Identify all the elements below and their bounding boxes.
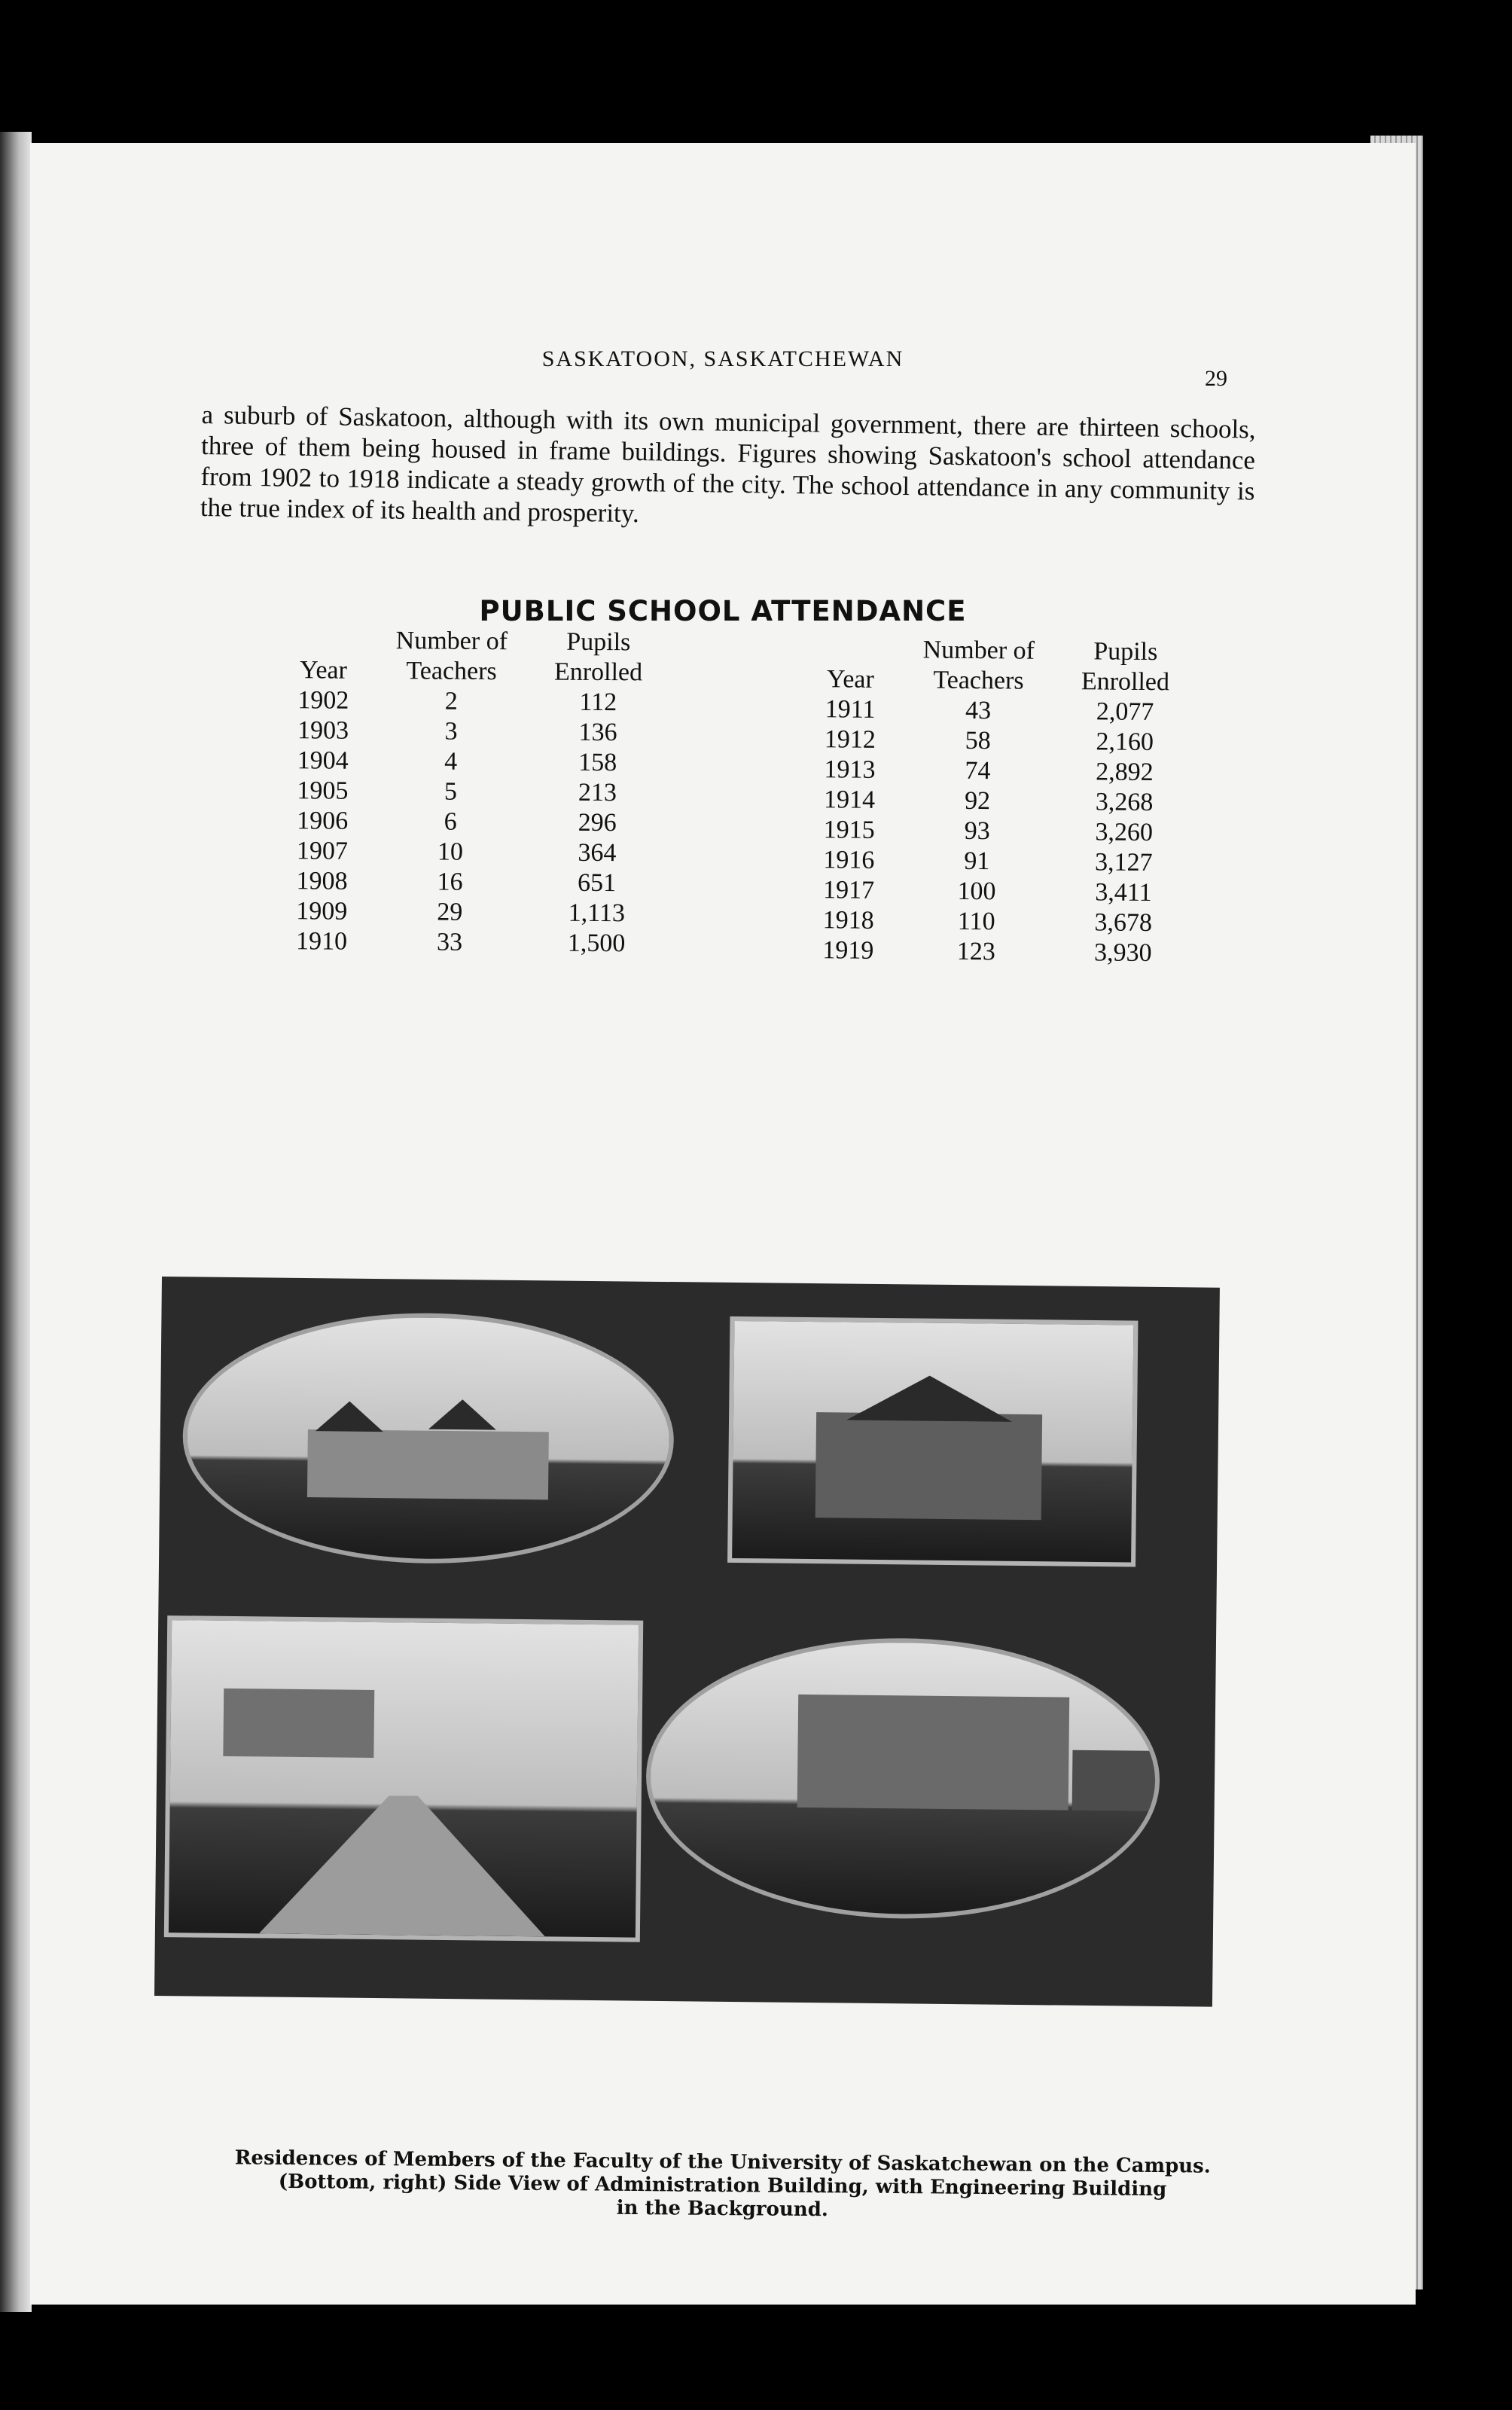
attendance-table-title: PUBLIC SCHOOL ATTENDANCE (479, 595, 967, 627)
house-roof (846, 1375, 1013, 1422)
cell-teachers: 93 (964, 816, 990, 846)
table-row (800, 905, 1191, 939)
cell-teachers: 123 (956, 937, 995, 966)
table-row (274, 715, 666, 749)
cell-year: 1904 (297, 746, 349, 775)
cell-year: 1917 (822, 876, 875, 905)
table-row (273, 806, 665, 839)
cell-year: 1905 (297, 776, 349, 805)
cell-pupils: 2,892 (1096, 758, 1154, 787)
cell-teachers: 5 (444, 777, 458, 806)
cell-teachers: 2 (444, 687, 458, 715)
cell-teachers: 33 (436, 928, 463, 956)
cell-teachers: 91 (964, 847, 990, 876)
table-row (800, 815, 1192, 849)
cell-year: 1913 (824, 755, 876, 784)
photo-plate (154, 1277, 1220, 2007)
table-row (800, 845, 1191, 879)
photo-administration-building (645, 1636, 1161, 1921)
house-shape (815, 1412, 1042, 1520)
cell-teachers: 6 (444, 807, 457, 836)
cell-teachers: 100 (957, 877, 996, 906)
cell-teachers: 16 (437, 868, 463, 896)
header-teachers (372, 626, 531, 687)
header-teachers-line2: Teachers (406, 657, 497, 686)
cell-teachers: 110 (957, 907, 995, 936)
table-row (273, 866, 664, 899)
caption-line-1: Residences of Members of the Faculty of the University of Saskatchewan on the Campus. (234, 2146, 1211, 2178)
cell-pupils: 3,268 (1095, 788, 1154, 817)
cell-year: 1909 (296, 897, 348, 926)
building-shape (1072, 1750, 1161, 1811)
building-shape (797, 1695, 1070, 1811)
cell-year: 1902 (297, 686, 349, 715)
table-row (273, 926, 664, 959)
cell-pupils: 1,500 (567, 929, 626, 958)
table-row (273, 836, 665, 869)
road-shape (259, 1794, 547, 1936)
table-row (801, 725, 1193, 758)
cell-year: 1919 (822, 936, 874, 965)
cell-year: 1907 (296, 837, 349, 865)
cell-pupils: 136 (578, 718, 617, 747)
page-number: 29 (1205, 366, 1227, 391)
cell-pupils: 3,260 (1095, 818, 1154, 847)
cell-pupils: 112 (579, 688, 617, 717)
book-spine (0, 132, 32, 2312)
cell-year: 1911 (825, 695, 876, 724)
header-year: Year (300, 656, 348, 685)
cell-teachers: 29 (437, 898, 463, 926)
cell-pupils: 158 (578, 748, 617, 777)
cell-year: 1914 (823, 786, 876, 814)
caption-line-2: (Bottom, right) Side View of Administration Building, with Engineering Building (278, 2170, 1167, 2201)
table-row (800, 785, 1192, 819)
caption-line-3: in the Background. (616, 2196, 829, 2222)
cell-year: 1916 (823, 846, 875, 874)
photo-residence-bottom-left (164, 1615, 643, 1942)
photo-residence-top-left (181, 1310, 675, 1566)
header-teachers-line1: Number of (922, 636, 1035, 665)
cell-pupils: 3,678 (1094, 908, 1153, 938)
house-shape (223, 1689, 374, 1758)
table-row (273, 896, 664, 929)
header-pupils-line2: Enrolled (1081, 667, 1170, 697)
header-pupils (1057, 636, 1193, 698)
cell-teachers: 58 (965, 726, 991, 755)
house-roof (428, 1399, 496, 1430)
running-head: SASKATOON, SASKATCHEWAN (541, 346, 904, 371)
header-pupils-line2: Enrolled (553, 657, 643, 687)
intro-paragraph: a suburb of Saskatoon, although with its own municipal government, there are thirteen schools, three of them being housed in frame buildings. Figures showing Saskatoon's school attendance from 1902 to 1918 indicate a steady growth of the city. The school attendance in any community is the true index of its health and prosperity. (200, 399, 1256, 529)
header-teachers-line2: Teachers (933, 666, 1024, 695)
cell-pupils: 213 (578, 778, 617, 807)
header-teachers (899, 635, 1058, 697)
cell-teachers: 4 (444, 747, 458, 776)
cell-year: 1918 (822, 906, 874, 935)
cell-pupils: 2,160 (1096, 728, 1154, 757)
cell-pupils: 3,411 (1095, 878, 1152, 908)
cell-teachers: 74 (965, 756, 991, 786)
house-roof (316, 1401, 383, 1432)
cell-pupils: 364 (578, 838, 617, 868)
photo-residence-top-right (727, 1316, 1138, 1567)
table-row (273, 776, 665, 809)
table-row (274, 685, 666, 718)
cell-teachers: 3 (444, 717, 458, 746)
cell-year: 1915 (823, 816, 875, 844)
cell-pupils: 2,077 (1096, 697, 1154, 727)
house-shape (307, 1429, 549, 1499)
attendance-table-left (273, 625, 666, 959)
cell-pupils: 1,113 (568, 898, 626, 928)
cell-year: 1912 (824, 725, 876, 754)
header-year: Year (826, 665, 874, 694)
header-teachers-line1: Number of (395, 627, 508, 656)
header-pupils (530, 627, 666, 688)
attendance-table-right (799, 634, 1193, 969)
cell-pupils: 3,930 (1093, 938, 1152, 968)
table-row (800, 875, 1191, 909)
header-pupils-line1: Pupils (566, 627, 631, 657)
cell-teachers: 43 (965, 696, 992, 725)
table-row (801, 694, 1193, 728)
cell-year: 1906 (297, 807, 349, 835)
table-row (274, 746, 666, 779)
table-header-row (274, 625, 666, 688)
table-header-row (801, 634, 1193, 698)
table-row (800, 755, 1192, 789)
header-pupils-line1: Pupils (1093, 637, 1158, 667)
cell-teachers: 10 (437, 837, 464, 866)
cell-pupils: 296 (578, 808, 617, 837)
cell-pupils: 651 (577, 868, 617, 898)
cell-teachers: 92 (964, 786, 991, 816)
photo-caption (203, 2146, 1242, 2225)
cell-year: 1910 (295, 927, 348, 956)
table-row (799, 935, 1190, 969)
cell-pupils: 3,127 (1094, 848, 1153, 877)
cell-year: 1903 (297, 716, 349, 745)
cell-year: 1908 (296, 867, 348, 895)
